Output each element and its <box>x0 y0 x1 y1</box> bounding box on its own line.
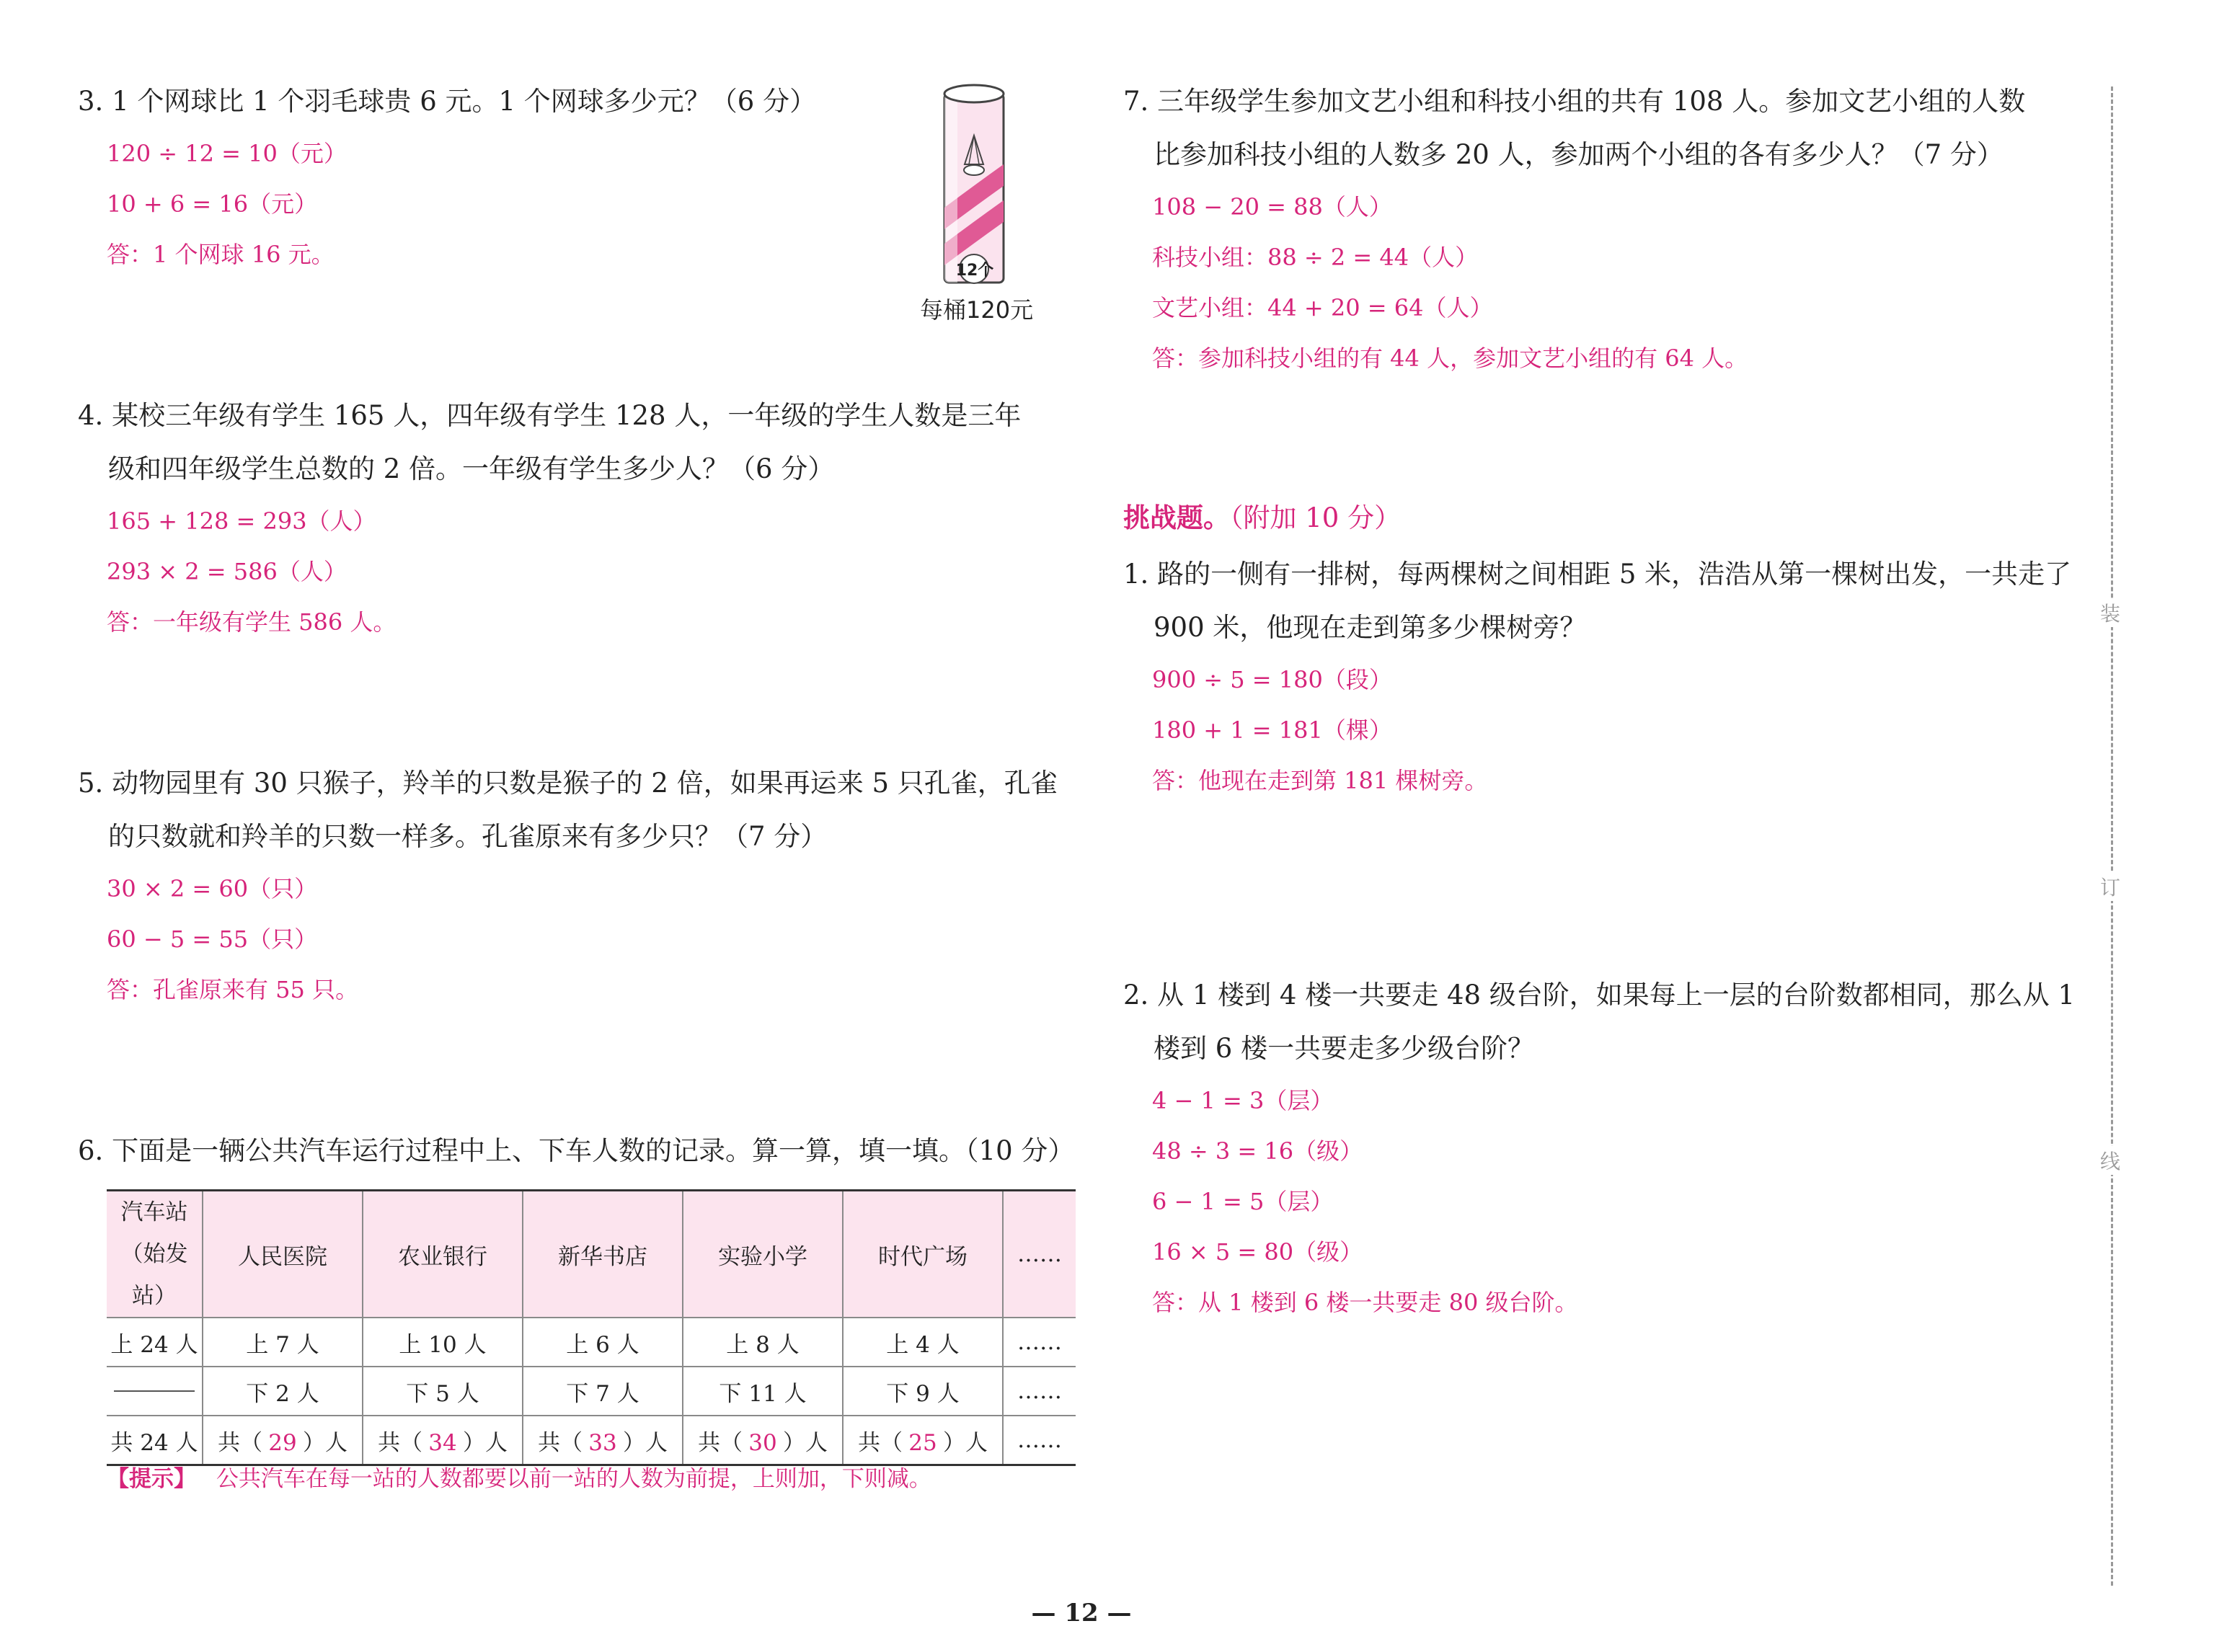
table-cell-total: 共（ 29 ）人 <box>203 1416 363 1465</box>
tube-price-caption: 每桶120元 <box>920 296 1034 324</box>
q4-line-1: 4. 某校三年级有学生 165 人，四年级有学生 128 人，一年级的学生人数是三年 <box>78 400 1022 431</box>
binding-dashed-line <box>2111 86 2113 1586</box>
table-row <box>107 1367 1076 1416</box>
q7-text <box>1123 75 2025 182</box>
table-cell-start-up: 上 24 人 <box>107 1318 203 1367</box>
table-cell-up: 上 8 人 <box>683 1318 843 1367</box>
q3-text: 3. 1 个网球比 1 个羽毛球贵 6 元。1 个网球多少元？（6 分） <box>78 86 817 117</box>
table-row <box>107 1318 1076 1367</box>
challenge-1-answers <box>1152 654 1487 806</box>
total-answer: 30 <box>748 1429 777 1456</box>
total-answer: 34 <box>428 1429 457 1456</box>
table-cell-total: 共（ 34 ）人 <box>363 1416 523 1465</box>
challenge-2-answers <box>1152 1075 1577 1328</box>
tube-count-label: 12个 <box>955 262 994 280</box>
c1-answer-2: 180 + 1 = 181（棵） <box>1152 716 1392 744</box>
hint-label: 【提示】 <box>107 1466 196 1492</box>
table-cell-down: 下 7 人 <box>523 1367 683 1416</box>
total-answer: 33 <box>588 1429 617 1456</box>
bus-record-table <box>107 1189 1076 1466</box>
q3-answer-1: 120 ÷ 12 = 10（元） <box>107 140 347 167</box>
c2-answer-4: 16 × 5 = 80（级） <box>1152 1238 1363 1266</box>
table-row <box>107 1191 1076 1318</box>
q4-answer-2: 293 × 2 = 586（人） <box>107 558 347 585</box>
challenge-heading <box>1123 499 1401 537</box>
total-answer: 25 <box>908 1429 937 1456</box>
q4-text <box>78 389 1021 496</box>
table-cell-down: 下 11 人 <box>683 1367 843 1416</box>
c2-line-1: 2. 从 1 楼到 4 楼一共要走 48 级台阶，如果每上一层的台阶数都相同，那么从 1 <box>1123 980 2076 1011</box>
hint-text: 公共汽车在每一站的人数都要以前一站的人数为前提，上则加，下则减。 <box>216 1466 931 1492</box>
challenge-2-text <box>1123 969 2075 1075</box>
table-cell-total: 共（ 25 ）人 <box>843 1416 1003 1465</box>
q4-answer-3: 答：一年级有学生 586 人。 <box>107 608 397 636</box>
total-answer: 29 <box>268 1429 297 1456</box>
table-cell-total: 共（ 30 ）人 <box>683 1416 843 1465</box>
q3-answer-3: 答：1 个网球 16 元。 <box>107 241 335 268</box>
table-cell-empty-dash <box>107 1367 203 1416</box>
table-cell-down: 下 5 人 <box>363 1367 523 1416</box>
q7-line-1: 7. 三年级学生参加文艺小组和科技小组的共有 108 人。参加文艺小组的人数 <box>1123 86 2026 117</box>
q5-answer-2: 60 − 5 = 55（只） <box>107 925 318 953</box>
q5-answer-1: 30 × 2 = 60（只） <box>107 875 318 902</box>
table-cell-up: 上 7 人 <box>203 1318 363 1367</box>
table-cell-station: 新华书店 <box>523 1191 683 1318</box>
q4-line-2: 级和四年级学生总数的 2 倍。一年级有学生多少人？（6 分） <box>108 453 835 484</box>
c2-line-2: 楼到 6 楼一共要走多少级台阶？ <box>1154 1033 1535 1064</box>
table-cell-station-header: 汽车站 （始发站） <box>107 1191 203 1318</box>
table-cell-station: 实验小学 <box>683 1191 843 1318</box>
c1-answer-3: 答：他现在走到第 181 棵树旁。 <box>1152 767 1488 794</box>
c2-answer-1: 4 − 1 = 3（层） <box>1152 1087 1334 1114</box>
c1-answer-1: 900 ÷ 5 = 180（段） <box>1152 666 1392 693</box>
q5-answers <box>107 863 358 1015</box>
table-cell-station: 人民医院 <box>203 1191 363 1318</box>
q6-hint <box>107 1460 931 1493</box>
challenge-1-text <box>1123 548 2071 654</box>
q7-answer-4: 答：参加科技小组的有 44 人，参加文艺小组的有 64 人。 <box>1152 345 1748 372</box>
table-row <box>107 1416 1076 1465</box>
q7-answer-3: 文艺小组：44 + 20 = 64（人） <box>1152 294 1493 321</box>
table-cell-ellipsis: …… <box>1003 1191 1076 1318</box>
q7-answers <box>1152 182 1748 383</box>
q5-line-1: 5. 动物园里有 30 只猴子，羚羊的只数是猴子的 2 倍，如果再运来 5 只孔雀，孔雀 <box>78 768 1058 799</box>
table-cell-up: 上 10 人 <box>363 1318 523 1367</box>
table-cell-ellipsis: …… <box>1003 1416 1076 1465</box>
q7-line-2: 比参加科技小组的人数多 20 人，参加两个小组的各有多少人？（7 分） <box>1154 139 2004 170</box>
table-cell-down: 下 9 人 <box>843 1367 1003 1416</box>
table-cell-up: 上 6 人 <box>523 1318 683 1367</box>
table-cell-ellipsis: …… <box>1003 1318 1076 1367</box>
table-cell-station: 时代广场 <box>843 1191 1003 1318</box>
q5-text <box>78 757 1058 863</box>
table-cell-up: 上 4 人 <box>843 1318 1003 1367</box>
challenge-bonus-note: （附加 10 分） <box>1230 502 1402 533</box>
margin-char-ding: 订 <box>2099 872 2121 901</box>
margin-char-zhuang: 装 <box>2099 598 2121 627</box>
table-cell-start-total: 共 24 人 <box>107 1416 203 1465</box>
table-cell-total: 共（ 33 ）人 <box>523 1416 683 1465</box>
challenge-title: 挑战题。 <box>1123 502 1230 533</box>
q3-answers <box>107 128 347 280</box>
c1-line-2: 900 米，他现在走到第多少棵树旁？ <box>1154 612 1587 643</box>
c2-answer-2: 48 ÷ 3 = 16（级） <box>1152 1137 1363 1165</box>
q7-answer-1: 108 − 20 = 88（人） <box>1152 193 1392 221</box>
page-number: — 12 — <box>1031 1599 1132 1627</box>
table-cell-down: 下 2 人 <box>203 1367 363 1416</box>
q7-answer-2: 科技小组：88 ÷ 2 = 44（人） <box>1152 244 1479 271</box>
q3-answer-2: 10 + 6 = 16（元） <box>107 190 318 218</box>
q4-answer-1: 165 + 128 = 293（人） <box>107 507 376 535</box>
q5-answer-3: 答：孔雀原来有 55 只。 <box>107 976 359 1003</box>
margin-char-xian: 线 <box>2099 1146 2121 1175</box>
c2-answer-5: 答：从 1 楼到 6 楼一共要走 80 级台阶。 <box>1152 1289 1578 1316</box>
c2-answer-3: 6 − 1 = 5（层） <box>1152 1188 1334 1215</box>
q4-answers <box>107 496 396 647</box>
c1-line-1: 1. 路的一侧有一排树，每两棵树之间相距 5 米，浩浩从第一棵树出发，一共走了 <box>1123 559 2072 590</box>
q6-text: 6. 下面是一辆公共汽车运行过程中上、下车人数的记录。算一算，填一填。（10 分） <box>78 1135 1075 1166</box>
table-cell-ellipsis: …… <box>1003 1367 1076 1416</box>
q5-line-2: 的只数就和羚羊的只数一样多。孔雀原来有多少只？（7 分） <box>108 821 828 852</box>
table-cell-station: 农业银行 <box>363 1191 523 1318</box>
